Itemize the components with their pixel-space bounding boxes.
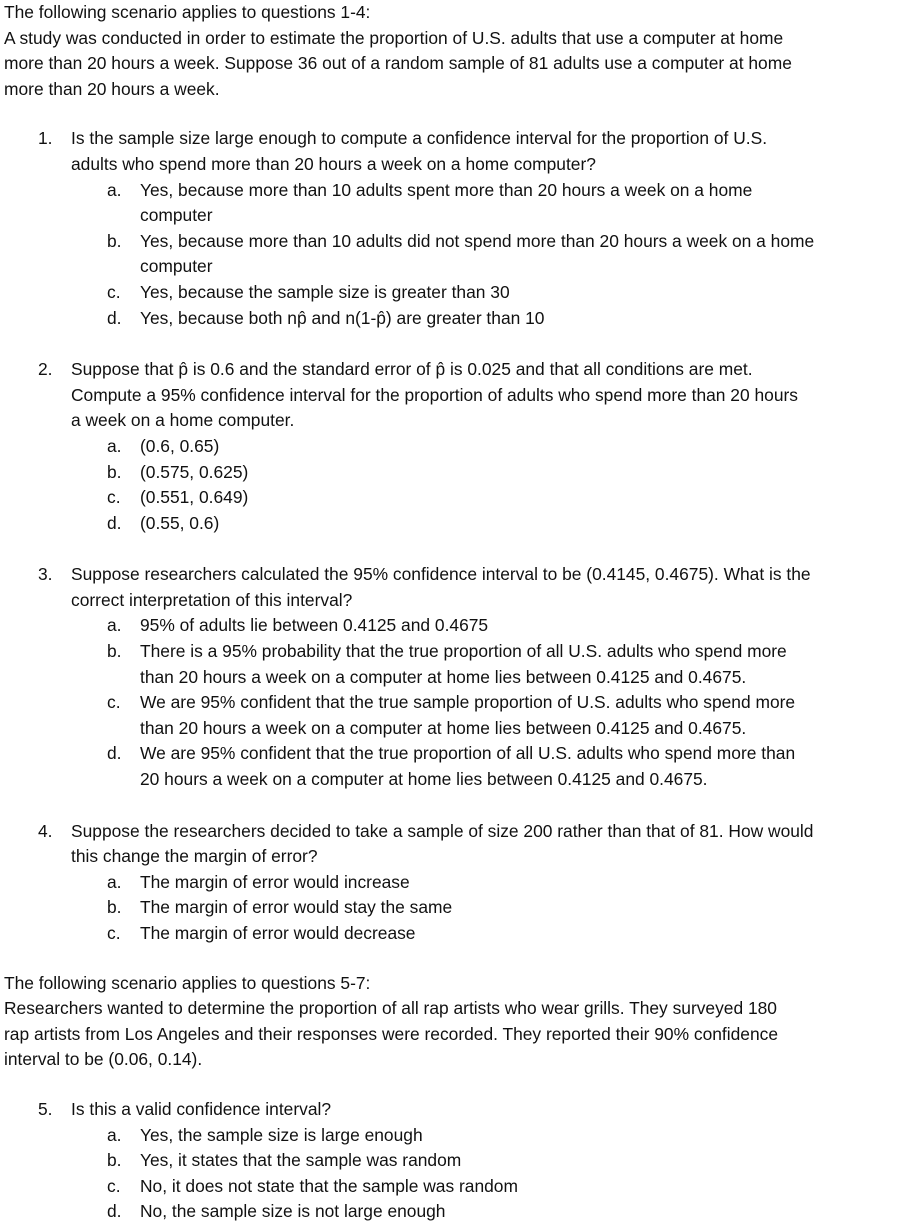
answer-option-d <box>4 306 894 332</box>
question-text: adults who spend more than 20 hours a week on a home computer? <box>71 153 596 174</box>
option-text: Yes, because the sample size is greater than 30 <box>140 281 510 302</box>
question-text: this change the margin of error? <box>71 846 318 867</box>
question-4 <box>4 819 894 947</box>
scenario-2-heading: The following scenario applies to questions 5-7: <box>4 972 371 993</box>
question-text: Suppose researchers calculated the 95% confidence interval to be (0.4145, 0.4675). What is the <box>71 564 811 585</box>
option-letter: a. <box>107 1124 122 1145</box>
option-letter: a. <box>107 179 122 200</box>
question-line <box>4 126 894 152</box>
scenario-1-line: A study was conducted in order to estimate the proportion of U.S. adults that use a computer at home <box>4 27 784 48</box>
answer-option-c <box>4 485 894 511</box>
answer-option-a <box>4 1123 894 1149</box>
question-text: Suppose the researchers decided to take a sample of size 200 rather than that of 81. How would <box>71 820 814 841</box>
option-text: computer <box>140 205 213 226</box>
scenario-1-line: more than 20 hours a week. <box>4 78 220 99</box>
option-letter: b. <box>107 897 122 918</box>
answer-option-d <box>4 1199 894 1225</box>
option-text: Yes, the sample size is large enough <box>140 1124 423 1145</box>
option-text: (0.575, 0.625) <box>140 461 249 482</box>
option-text: 95% of adults lie between 0.4125 and 0.4675 <box>140 615 489 636</box>
option-letter: a. <box>107 871 122 892</box>
option-text: Yes, because both np̂ and n(1-p̂) are greater than 10 <box>140 307 545 328</box>
question-line <box>4 357 894 383</box>
option-letter: d. <box>107 307 122 328</box>
answer-options <box>4 434 894 536</box>
answer-option-a <box>4 434 894 460</box>
question-number: 2. <box>38 359 53 380</box>
question-text: a week on a home computer. <box>71 410 295 431</box>
question-text: Is this a valid confidence interval? <box>71 1098 332 1119</box>
option-text: computer <box>140 256 213 277</box>
option-text: (0.6, 0.65) <box>140 435 220 456</box>
option-letter: b. <box>107 461 122 482</box>
option-text: The margin of error would increase <box>140 871 410 892</box>
option-text: (0.55, 0.6) <box>140 512 220 533</box>
question-number: 1. <box>38 128 53 149</box>
scenario-1-line: more than 20 hours a week. Suppose 36 out of a random sample of 81 adults use a computer at home <box>4 53 792 74</box>
question-3 <box>4 562 894 792</box>
option-text: Yes, it states that the sample was random <box>140 1150 462 1171</box>
scenario-2-line: rap artists from Los Angeles and their responses were recorded. They reported their 90% confidence <box>4 1023 778 1044</box>
answer-option-c <box>4 921 894 947</box>
option-text: Yes, because more than 10 adults spent more than 20 hours a week on a home <box>140 179 753 200</box>
answer-option-b <box>4 229 894 280</box>
question-text: Compute a 95% confidence interval for the proportion of adults who spend more than 20 hours <box>71 384 798 405</box>
answer-option-b <box>4 460 894 486</box>
question-line <box>4 562 894 588</box>
scenario-2-line: interval to be (0.06, 0.14). <box>4 1049 203 1070</box>
option-text: We are 95% confident that the true proportion of all U.S. adults who spend more than <box>140 743 796 764</box>
option-letter: b. <box>107 230 122 251</box>
answer-option-c <box>4 1174 894 1200</box>
answer-options <box>4 870 894 947</box>
question-number: 5. <box>38 1098 53 1119</box>
answer-option-c <box>4 690 894 741</box>
question-number: 3. <box>38 564 53 585</box>
question-number: 4. <box>38 820 53 841</box>
answer-option-c <box>4 280 894 306</box>
answer-option-a <box>4 870 894 896</box>
option-text: than 20 hours a week on a computer at home lies between 0.4125 and 0.4675. <box>140 666 747 687</box>
scenario-2-line: Researchers wanted to determine the proportion of all rap artists who wear grills. They surveyed 180 <box>4 998 777 1019</box>
option-text: No, it does not state that the sample was random <box>140 1175 518 1196</box>
option-letter: d. <box>107 743 122 764</box>
option-text: (0.551, 0.649) <box>140 487 249 508</box>
answer-option-b <box>4 639 894 690</box>
option-letter: d. <box>107 1201 122 1222</box>
option-text: The margin of error would stay the same <box>140 897 453 918</box>
answer-option-b <box>4 1148 894 1174</box>
option-letter: d. <box>107 512 122 533</box>
answer-option-a <box>4 178 894 229</box>
option-letter: a. <box>107 435 122 456</box>
option-text: No, the sample size is not large enough <box>140 1201 446 1222</box>
option-letter: c. <box>107 281 121 302</box>
answer-option-b <box>4 895 894 921</box>
question-1 <box>4 126 894 331</box>
question-2 <box>4 357 894 536</box>
option-letter: a. <box>107 615 122 636</box>
option-letter: c. <box>107 692 121 713</box>
question-text: Is the sample size large enough to compute a confidence interval for the proportion of U.S. <box>71 128 768 149</box>
answer-option-d <box>4 511 894 537</box>
answer-options <box>4 1123 894 1225</box>
option-text: Yes, because more than 10 adults did not spend more than 20 hours a week on a home <box>140 230 815 251</box>
scenario-2 <box>4 971 894 1073</box>
question-text: correct interpretation of this interval? <box>71 589 353 610</box>
scenario-1 <box>4 0 894 102</box>
answer-options <box>4 613 894 792</box>
answer-options <box>4 178 894 332</box>
option-letter: c. <box>107 1175 121 1196</box>
question-5 <box>4 1097 894 1225</box>
option-text: The margin of error would decrease <box>140 923 416 943</box>
option-text: We are 95% confident that the true sample proportion of U.S. adults who spend more <box>140 692 796 713</box>
question-line <box>4 819 894 845</box>
option-letter: c. <box>107 487 121 508</box>
option-text: than 20 hours a week on a computer at home lies between 0.4125 and 0.4675. <box>140 717 747 738</box>
scenario-1-heading: The following scenario applies to questions 1-4: <box>4 2 371 22</box>
option-letter: b. <box>107 641 122 662</box>
answer-option-a <box>4 613 894 639</box>
option-text: 20 hours a week on a computer at home lies between 0.4125 and 0.4675. <box>140 769 708 790</box>
answer-option-d <box>4 741 894 792</box>
option-letter: b. <box>107 1150 122 1171</box>
question-line <box>4 1097 894 1123</box>
option-text: There is a 95% probability that the true proportion of all U.S. adults who spend more <box>140 641 787 662</box>
option-letter: c. <box>107 923 121 943</box>
question-text: Suppose that p̂ is 0.6 and the standard error of p̂ is 0.025 and that all conditions are met. <box>71 359 753 380</box>
